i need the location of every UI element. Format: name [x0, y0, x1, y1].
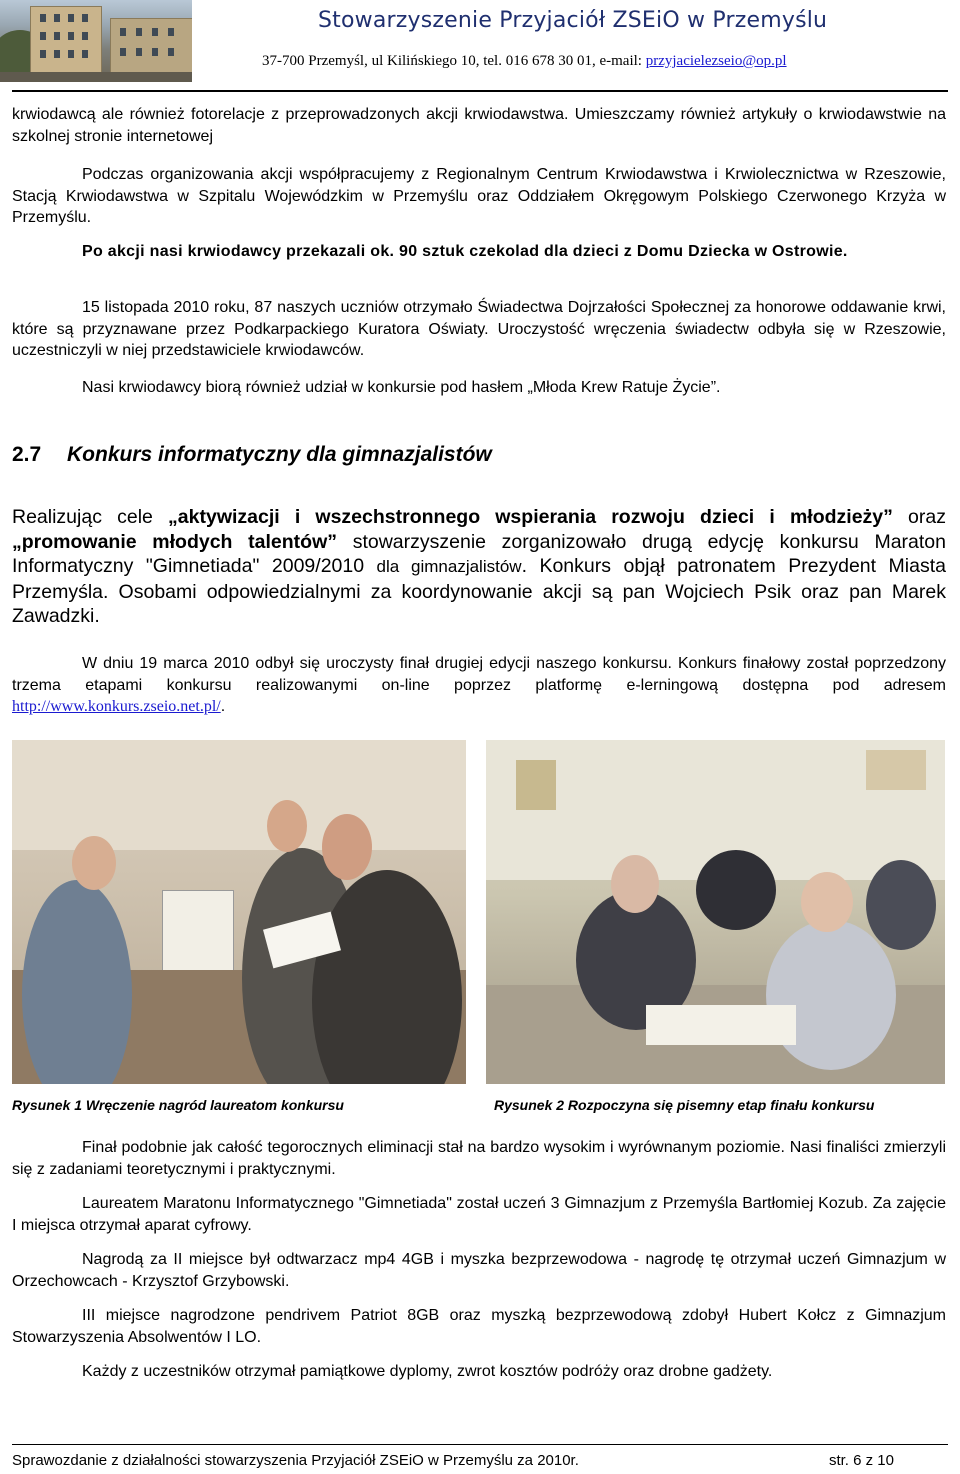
address-text: 37-700 Przemyśl, ul Kilińskiego 10, tel. 016 678 30 01, e-mail: — [262, 53, 646, 69]
school-building-photo — [0, 0, 192, 82]
photo-written-exam — [486, 740, 945, 1084]
intro-bold-goal-1: „aktywizacji i wszechstronnego wspierania rozwoju dzieci i młodzieży” — [168, 506, 893, 528]
organization-name: Stowarzyszenie Przyjaciół ZSEiO w Przemyślu — [318, 8, 828, 33]
paragraph-winner: Laureatem Maratonu Informatycznego "Gimnetiada" został uczeń 3 Gimnazjum z Przemyśla Bartłomiej Kozub. Za zajęcie I miejsca otrzymał aparat cyfrowy. — [12, 1195, 946, 1234]
intro-text-1: Realizując cele — [12, 506, 169, 528]
footer-report-title: Sprawozdanie z działalności stowarzyszenia Przyjaciół ZSEiO w Przemyślu za 2010r. — [12, 1452, 579, 1469]
final-text: W dniu 19 marca 2010 odbył się uroczysty finał drugiej edycji naszego konkursu. Konkurs finałowy został poprzedzony trzema etapami konkursu realizowanymi on-line poprzez platformę e-lerningową dostępna pod adresem — [12, 655, 946, 694]
paragraph-participants: Każdy z uczestników otrzymał pamiątkowe dyplomy, zwrot kosztów podróży oraz drobne gadżety. — [82, 1363, 773, 1380]
paragraph-cooperation: Podczas organizowania akcji współpracujemy z Regionalnym Centrum Krwiodawstwa i Krwiolecznictwa w Rzeszowie, Stacją Krwiodawstwa w Szpitalu Wojewódzkim w Przemyślu oraz Oddziałem Okręgowym Polskiego Czerwonego Krzyża w Przemyślu. — [12, 166, 946, 226]
caption-photo-1: Rysunek 1 Wręczenie nagród laureatom konkursu — [12, 1097, 344, 1113]
paragraph-certificates: 15 listopada 2010 roku, 87 naszych uczniów otrzymało Świadectwa Dojrzałości Społecznej za honorowe oddawanie krwi, które są przyznawane przez Podkarpackiego Kuratora Oświaty. Uroczystość wręczenia świadectw odbyła się w Rzeszowie, uczestniczyli w niej przedstawiciele krwiodawców. — [12, 299, 946, 359]
section-heading — [12, 443, 492, 467]
header-divider — [12, 90, 948, 92]
paragraph-final — [12, 653, 946, 718]
intro-text-5: . Konkurs objął patronatem Prezydent Miasta Przemyśla. Osobami odpowiedzialnymi za koordynowanie akcji są pan Wojciech Psik oraz pan Marek Zawadzki. — [12, 555, 946, 627]
page-header — [0, 0, 960, 96]
email-link[interactable]: przyjacielezseio@op.pl — [645, 53, 787, 69]
paragraph-third-place: III miejsce nagrodzone pendrivem Patriot 8GB oraz myszką bezprzewodową zdobył Hubert Kołcz z Gimnazjum Stowarzyszenia Absolwentów I LO. — [12, 1307, 946, 1346]
paragraph-second-place: Nagrodą za II miejsce był odtwarzacz mp4 4GB i myszka bezprzewodowa - nagrodę tę otrzymał uczeń Gimnazjum w Orzechowcach - Krzysztof Grzybowski. — [12, 1251, 946, 1290]
intro-text-2: oraz — [892, 506, 946, 528]
intro-bold-goal-2: „promowanie młodych talentów” — [12, 530, 337, 553]
paragraph-chocolates: Po akcji nasi krwiodawcy przekazali ok. 90 sztuk czekolad dla dzieci z Domu Dziecka w Ostrowie. — [82, 243, 848, 260]
footer-page-number: str. 6 z 10 — [828, 1452, 894, 1469]
paragraph-final-level: Finał podobnie jak całość tegorocznych eliminacji stał na bardzo wysokim i wyrównanym poziomie. Nasi finaliści zmierzyli się z zadaniami teoretycznymi i praktycznymi. — [12, 1139, 946, 1178]
intro-text-4: dla gimnazjalistów — [376, 557, 522, 576]
organization-address — [262, 53, 787, 70]
section-number: 2.7 — [12, 443, 42, 466]
intro-text-3: stowarzyszenie zorganizowało drugą edycję konkursu Maraton Informatyczny "Gimnetiada" 2009/2010 — [12, 530, 946, 577]
contest-url-link[interactable]: http://www.konkurs.zseio.net.pl/ — [12, 698, 221, 715]
photo-award-ceremony — [12, 740, 466, 1084]
paragraph-blood-reports: krwiodawcą ale również fotorelacje z przeprowadzonych akcji krwiodawstwa. Umieszczamy również artykuły o krwiodawstwie na szkolnej stronie internetowej — [12, 106, 946, 145]
section-title: Konkurs informatyczny dla gimnazjalistów — [67, 443, 492, 466]
paragraph-contest-intro — [12, 505, 946, 629]
caption-photo-2: Rysunek 2 Rozpoczyna się pisemny etap finału konkursu — [494, 1097, 875, 1113]
paragraph-contest-blood: Nasi krwiodawcy biorą również udział w konkursie pod hasłem „Młoda Krew Ratuje Życie”. — [82, 379, 721, 396]
final-after: . — [220, 698, 226, 715]
footer-divider — [12, 1444, 948, 1445]
